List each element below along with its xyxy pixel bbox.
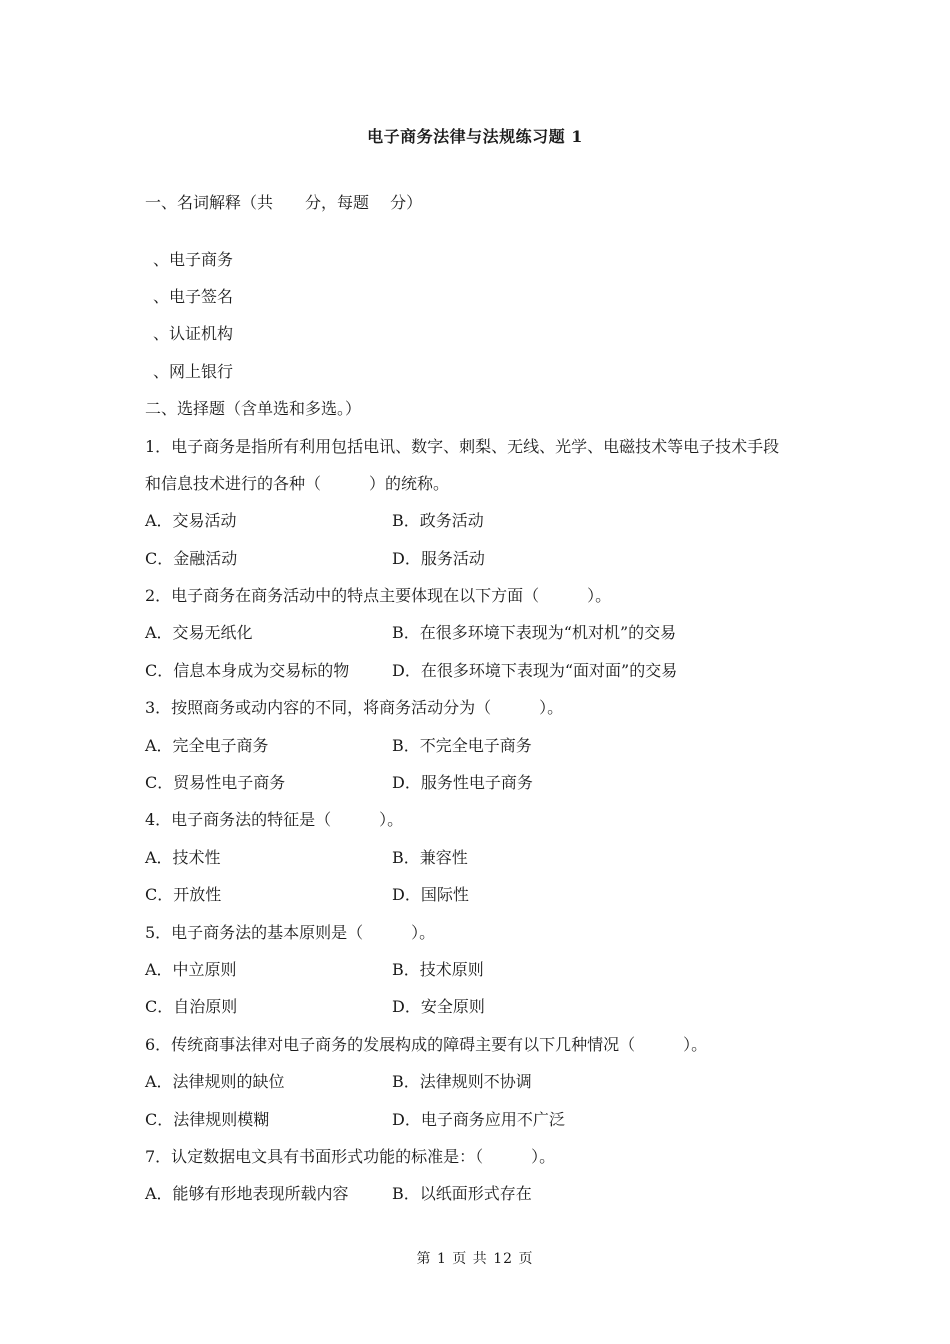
term-item: 、网上银行 — [153, 362, 234, 381]
document-title: 电子商务法律与法规练习题 1 — [367, 127, 583, 146]
option-d: D．安全原则 — [392, 997, 485, 1016]
option-d: D．电子商务应用不广泛 — [392, 1110, 565, 1129]
term-item: 、电子商务 — [153, 250, 234, 269]
page-footer: 第 1 页 共 12 页 — [416, 1251, 534, 1267]
option-d: D．在很多环境下表现为“面对面”的交易 — [392, 661, 678, 680]
option-b: B．以纸面形式存在 — [392, 1184, 532, 1203]
question-stem: 3．按照商务或动内容的不同，将商务活动分为（ ）。 — [145, 698, 564, 717]
option-c: C．自治原则 — [145, 997, 238, 1016]
option-c: C．法律规则模糊 — [145, 1110, 270, 1129]
question-stem: 2．电子商务在商务活动中的特点主要体现在以下方面（ ）。 — [145, 586, 612, 605]
option-d: D．服务性电子商务 — [392, 773, 533, 792]
question-stem: 7．认定数据电文具有书面形式功能的标准是：（ ）。 — [145, 1147, 556, 1166]
question-stem: 1．电子商务是指所有利用包括电讯、数字、刺梨、无线、光学、电磁技术等电子技术手段 — [145, 437, 780, 456]
question-stem: 6．传统商事法律对电子商务的发展构成的障碍主要有以下几种情况（ ）。 — [145, 1035, 708, 1054]
question-stem: 5．电子商务法的基本原则是（ ）。 — [145, 923, 436, 942]
option-a: A．能够有形地表现所载内容 — [145, 1184, 349, 1203]
option-b: B．技术原则 — [392, 960, 484, 979]
option-c: C．金融活动 — [145, 549, 238, 568]
question-stem: 4．电子商务法的特征是（ ）。 — [145, 810, 404, 829]
option-b: B．不完全电子商务 — [392, 736, 532, 755]
option-c: C．开放性 — [145, 885, 222, 904]
option-b: B．在很多环境下表现为“机对机”的交易 — [392, 623, 677, 642]
option-a: A．完全电子商务 — [145, 736, 269, 755]
option-b: B．法律规则不协调 — [392, 1072, 532, 1091]
term-item: 、认证机构 — [153, 324, 234, 343]
section-heading-choice: 二、选择题（含单选和多选。） — [145, 399, 362, 418]
option-c: C．贸易性电子商务 — [145, 773, 286, 792]
section-heading-definitions: 一、名词解释（共 分，每题 分） — [145, 193, 423, 212]
option-b: B．政务活动 — [392, 511, 484, 530]
question-stem: 和信息技术进行的各种（ ）的统称。 — [145, 474, 450, 493]
option-a: A．交易活动 — [145, 511, 237, 530]
option-a: A．技术性 — [145, 848, 221, 867]
option-a: A．交易无纸化 — [145, 623, 253, 642]
term-item: 、电子签名 — [153, 287, 234, 306]
option-d: D．国际性 — [392, 885, 469, 904]
option-a: A．法律规则的缺位 — [145, 1072, 285, 1091]
option-c: C．信息本身成为交易标的物 — [145, 661, 350, 680]
option-d: D．服务活动 — [392, 549, 485, 568]
option-a: A．中立原则 — [145, 960, 237, 979]
option-b: B．兼容性 — [392, 848, 468, 867]
